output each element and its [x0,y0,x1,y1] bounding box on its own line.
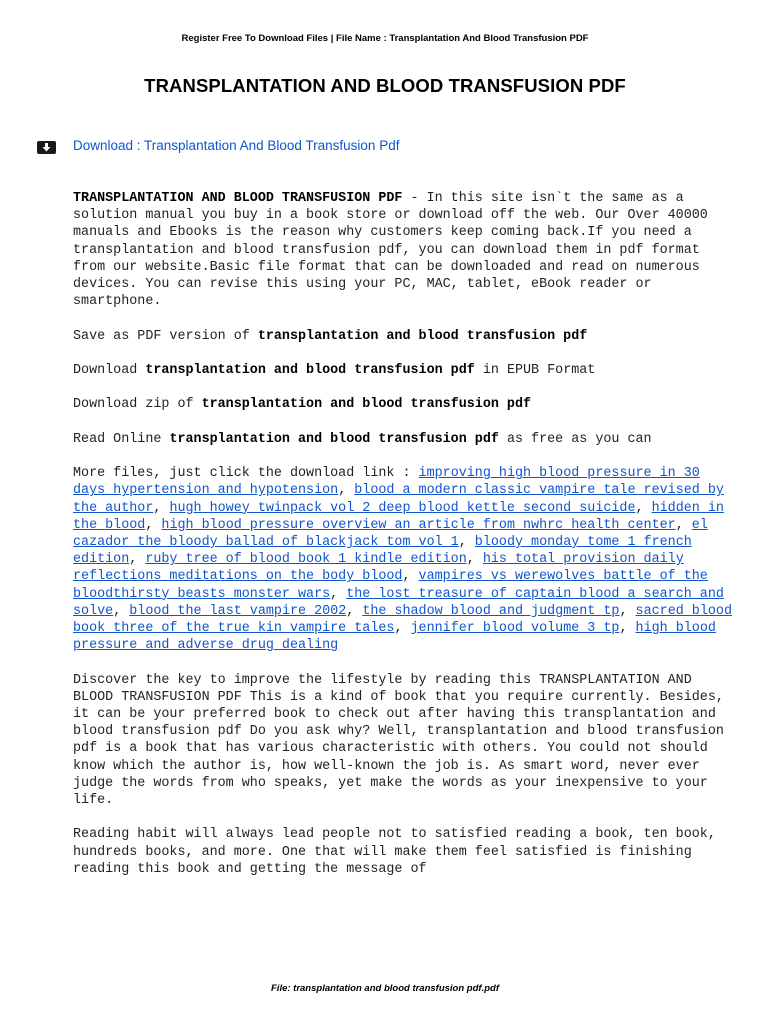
read-online-line [73,431,733,448]
intro-bold-title: TRANSPLANTATION AND BLOOD TRANSFUSION PDF [73,191,403,206]
related-file-link[interactable]: sacred blood book three of the true kin vampire tales [73,603,732,636]
link-separator: , [113,603,130,619]
discover-paragraph: Discover the key to improve the lifestyle by reading this TRANSPLANTATION AND BLOOD TRANSFUSION PDF This is a kind of book that you require currently. Besides, it can be your preferred book to check out after having this transplantation and blood transfusion pdf Do you ask why? Well, transplantation and blood transfusion pdf is a book that has various characteristic with others. You could not should know which the author is, how well-known the job is. As smart word, never ever judge the words from who speaks, yet make the words as your inexpensive to your life. [73,672,724,809]
related-file-link[interactable]: hidden in the blood [73,500,724,533]
save-prefix: Save as PDF version of [73,328,258,344]
more-files-links [73,466,732,653]
related-file-link[interactable]: high blood pressure and adverse drug dealing [73,621,716,654]
intro-paragraph [73,190,733,310]
link-separator: , [466,552,483,568]
link-separator: , [619,603,636,619]
epub-prefix: Download [73,363,146,378]
download-icon[interactable] [37,141,56,154]
more-files-prefix: More files, just click the download link : [73,466,419,482]
zip-prefix: Download zip of [73,397,202,413]
related-file-link[interactable]: blood the last vampire 2002 [129,603,347,619]
zip-bold: transplantation and blood transfusion pdf [201,397,532,413]
link-separator: , [346,603,363,619]
related-file-link[interactable]: ruby tree of blood book 1 kindle edition [145,552,467,568]
save-pdf-line [73,328,733,345]
related-file-link[interactable]: the shadow blood and judgment tp [362,603,620,619]
read-suffix: as free as you can [498,431,652,447]
link-separator: , [153,500,170,516]
link-separator: , [402,569,419,585]
page-footer: File: transplantation and blood transfusion pdf.pdf [271,983,499,994]
link-separator: , [129,552,146,568]
link-separator: , [394,621,411,636]
link-separator: , [675,517,692,533]
save-bold: transplantation and blood transfusion pdf [257,328,588,344]
zip-line [73,396,733,413]
related-file-link[interactable]: bloody monday tome 1 french edition [73,534,692,568]
epub-suffix: in EPUB Format [474,363,596,378]
related-file-link[interactable]: improving high blood pressure in 30 days hypertension and hypotension [73,466,700,499]
related-file-link[interactable]: hugh howey twinpack vol 2 deep blood kettle second suicide [169,500,636,516]
reading-paragraph: Reading habit will always lead people not to satisfied reading a book, ten book, hundreds books, and more. One that will make them feel satisfied is finishing reading this book and getting the message of [73,827,716,877]
link-separator: , [635,500,652,516]
related-file-link[interactable]: blood a modern classic vampire tale revised by the author [73,483,724,516]
intro-text: - In this site isn`t the same as a solution manual you buy in a book store or download off the web. Our Over 40000 manuals and Ebooks is the reason why customers keep coming back.If you need a transplantation and blood transfusion pdf, you can download them in pdf format from our website.Basic file format that can be downloaded and read on numerous devices. You can revise this using your PC, MAC, tablet, eBook reader or smartphone. [73,191,708,310]
related-file-link[interactable]: jennifer blood volume 3 tp [410,621,620,636]
more-files-paragraph [73,465,733,654]
page-header: Register Free To Download Files | File Name : Transplantation And Blood Transfusion PDF [181,33,589,44]
related-file-link[interactable]: the lost treasure of captain blood a search and solve [73,586,724,619]
link-separator: , [458,534,475,550]
link-separator: , [619,621,636,636]
related-file-link[interactable]: high blood pressure overview an article from nwhrc health center [161,517,676,533]
read-prefix: Read Online [73,431,170,447]
link-separator: , [330,586,347,602]
download-link[interactable]: Download : Transplantation And Blood Transfusion Pdf [73,138,400,153]
document-title: TRANSPLANTATION AND BLOOD TRANSFUSION PDF [144,75,626,96]
document-body [73,190,733,895]
related-file-link[interactable]: el cazador the bloody ballad of blackjack tom vol 1 [73,517,708,550]
related-file-link[interactable]: vampires vs werewolves battle of the bloodthirsty beasts monster wars [73,569,708,602]
read-bold: transplantation and blood transfusion pdf [169,431,499,447]
epub-bold: transplantation and blood transfusion pdf [145,363,475,378]
related-file-link[interactable]: his total provision daily reflections meditations on the body blood [73,552,684,585]
link-separator: , [145,517,162,533]
epub-line [73,362,733,379]
link-separator: , [338,483,355,499]
